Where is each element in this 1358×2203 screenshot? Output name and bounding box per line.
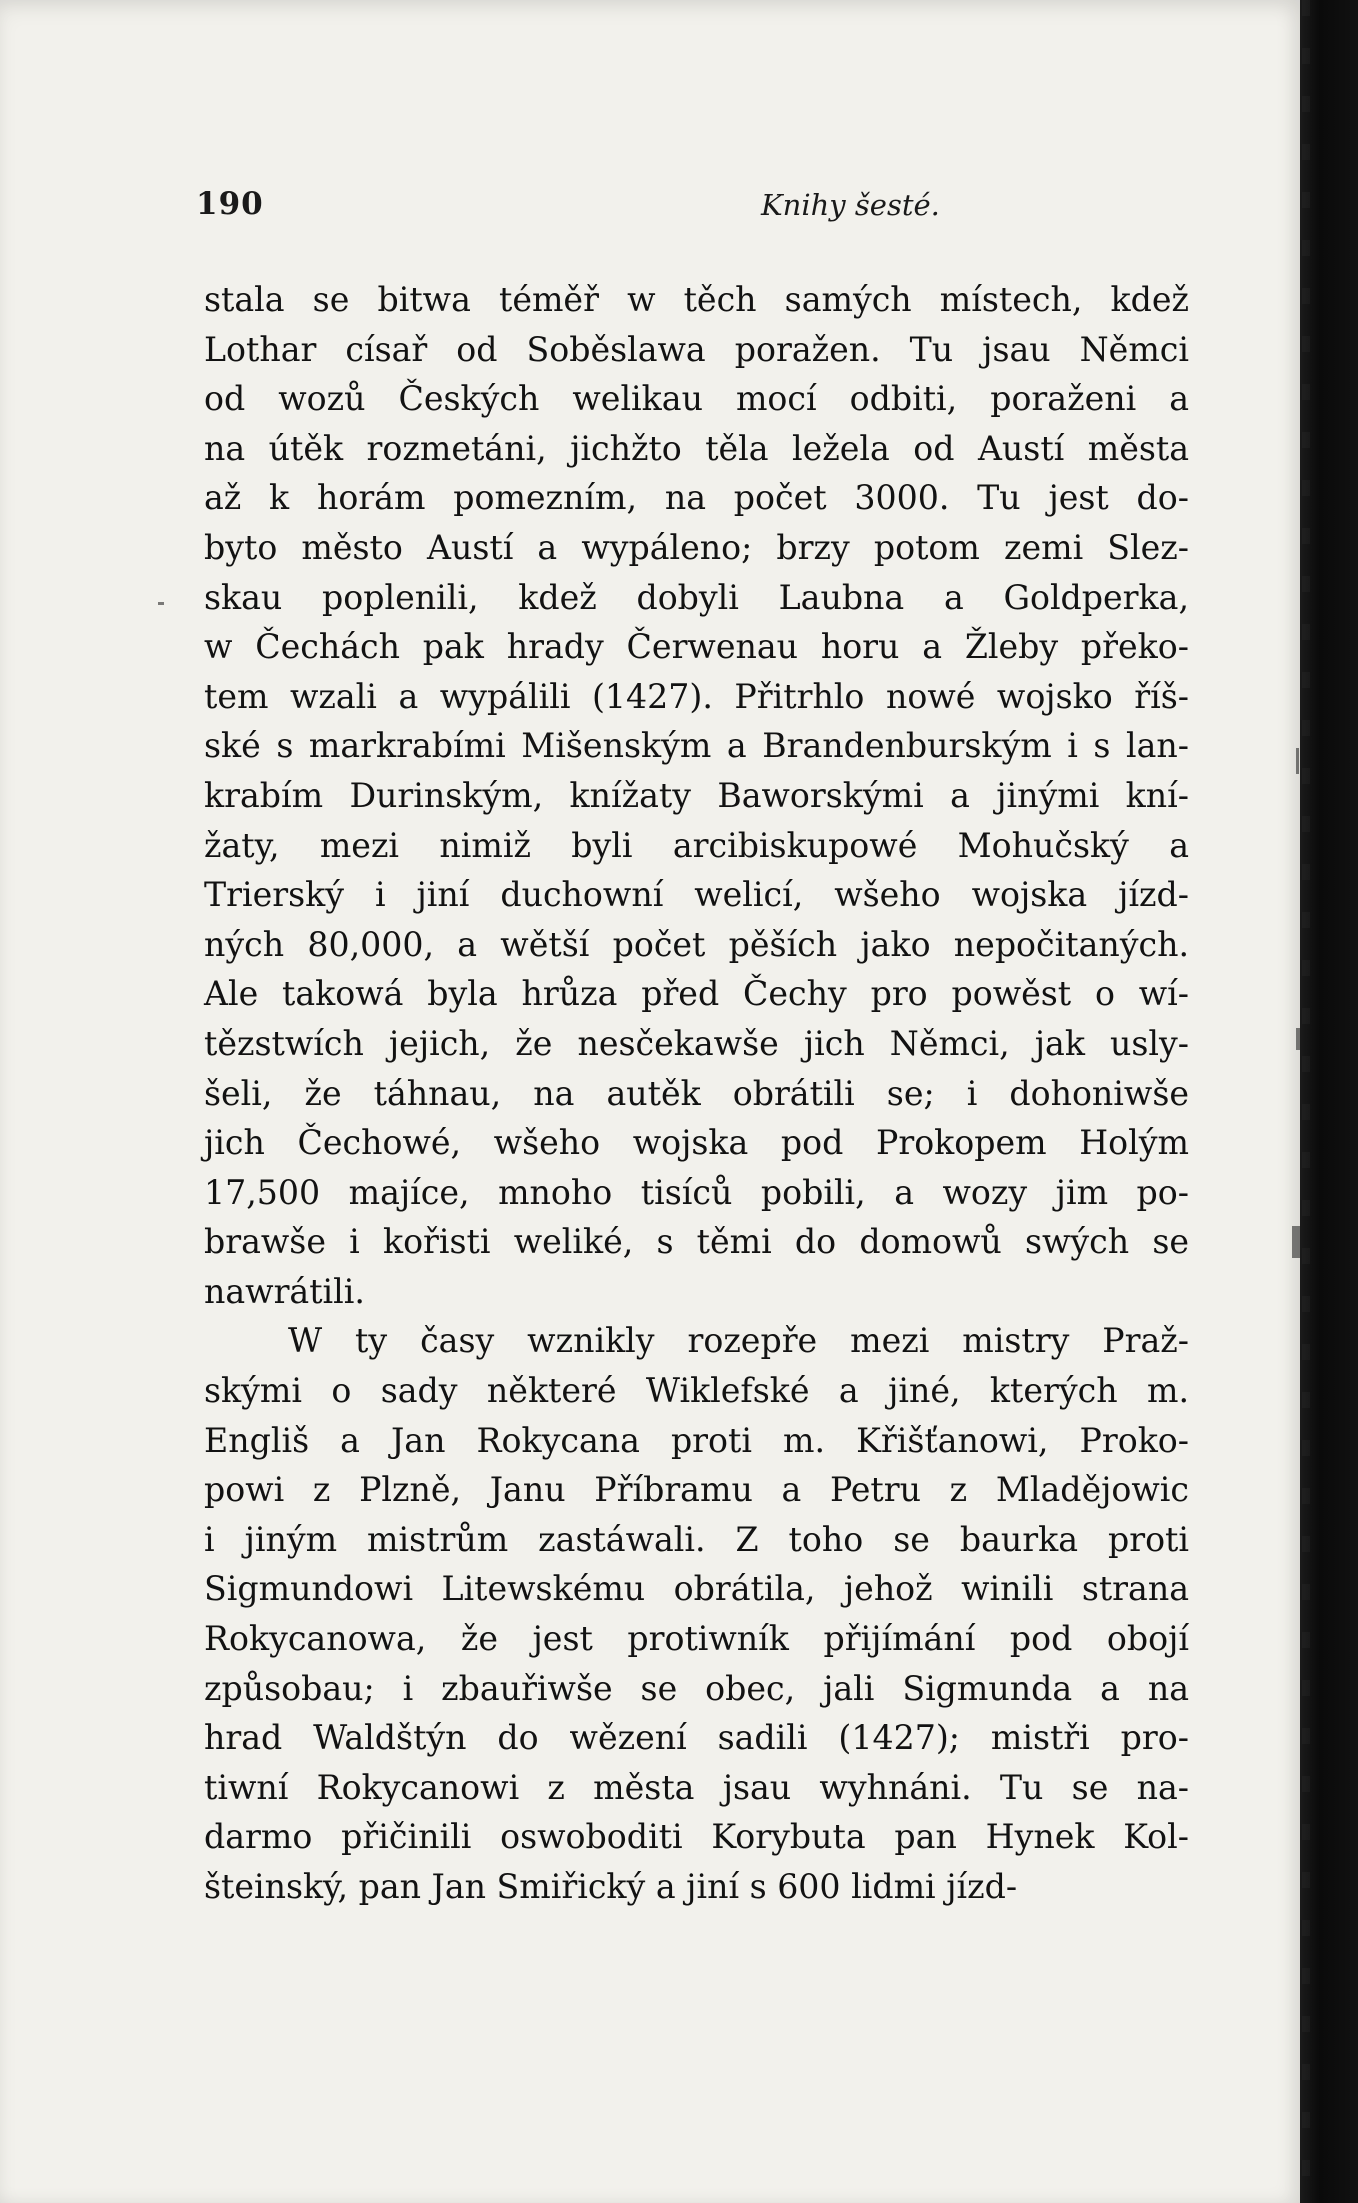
text-line: Trierský i jiní duchowní welicí, wšeho wojska jízd- xyxy=(204,875,1189,915)
text-line: Ale takowá byla hrůza před Čechy pro powěst o wí- xyxy=(204,974,1189,1014)
text-line: tem wzali a wypálili (1427). Přitrhlo nowé wojsko říš- xyxy=(204,676,1189,716)
scan-speck xyxy=(1296,748,1299,774)
text-line: tiwní Rokycanowi z města jsau wyhnáni. Tu se na- xyxy=(204,1767,1189,1807)
text-line: nawrátili. xyxy=(204,1271,365,1311)
text-line: brawše i kořisti weliké, s těmi do domowů swých se xyxy=(204,1222,1189,1262)
page-header xyxy=(196,186,1104,230)
text-line: skými o sady některé Wiklefské a jiné, kterých m. xyxy=(204,1371,1189,1411)
text-line: stala se bitwa téměř w těch samých místech, kdež xyxy=(204,280,1189,319)
text-line: Rokycanowa, že jest protiwník přijímání pod obojí xyxy=(204,1619,1189,1659)
text-line: šeli, že táhnau, na autěk obrátili se; i dohoniwše xyxy=(204,1073,1189,1113)
text-line: od wozů Českých welikau mocí odbiti, poraženi a xyxy=(204,379,1189,419)
text-line: W ty časy wznikly rozepře mezi mistry Praž- xyxy=(288,1321,1189,1361)
text-line: jich Čechowé, wšeho wojska pod Prokopem Holým xyxy=(204,1123,1189,1163)
running-head: Knihy šesté. xyxy=(761,188,940,222)
text-line: šteinský, pan Jan Smiřický a jiní s 600 lidmi jízd- xyxy=(204,1867,1018,1906)
text-line: Sigmundowi Litewskému obrátila, jehož winili strana xyxy=(204,1569,1189,1609)
page-edge-marks xyxy=(1302,0,1310,2203)
scan-speck xyxy=(158,602,164,605)
text-line: skau poplenili, kdež dobyli Laubna a Goldperka, xyxy=(204,577,1189,617)
scan-speck xyxy=(1292,1226,1300,1258)
page-number: 190 xyxy=(196,186,264,222)
text-line: darmo přičinili oswoboditi Korybuta pan Hynek Kol- xyxy=(204,1817,1189,1857)
text-line: i jiným mistrům zastáwali. Z toho se baurka proti xyxy=(204,1519,1189,1559)
text-line: powi z Plzně, Janu Příbramu a Petru z Mladějowic xyxy=(204,1470,1189,1510)
text-line: w Čechách pak hrady Čerwenau horu a Žleby překo- xyxy=(204,627,1189,667)
text-line: žaty, mezi nimiž byli arcibiskupowé Mohučský a xyxy=(204,825,1189,865)
text-line: na útěk rozmetáni, jichžto těla ležela od Austí města xyxy=(204,428,1189,468)
text-line: 17,500 majíce, mnoho tisíců pobili, a wozy jim po- xyxy=(204,1172,1189,1212)
text-line: hrad Waldštýn do wězení sadili (1427); mistři pro- xyxy=(204,1718,1189,1758)
body-text xyxy=(204,275,1189,1912)
text-line: způsobau; i zbauřiwše se obec, jali Sigmunda a na xyxy=(204,1668,1189,1708)
text-line: krabím Durinským, knížaty Baworskými a jinými kní- xyxy=(204,775,1189,815)
text-line: tězstwích jejich, že nesčekawše jich Němci, jak usly- xyxy=(204,1023,1189,1063)
text-line: Lothar císař od Soběslawa poražen. Tu jsau Němci xyxy=(204,329,1189,369)
text-line: Engliš a Jan Rokycana proti m. Křišťanowi, Proko- xyxy=(204,1420,1189,1460)
text-line: ské s markrabími Mišenským a Brandenburským i s lan- xyxy=(204,726,1189,766)
text-line: byto město Austí a wypáleno; brzy potom zemi Slez- xyxy=(204,527,1189,567)
text-line: až k horám pomezním, na počet 3000. Tu jest do- xyxy=(204,478,1189,518)
text-line: ných 80,000, a wětší počet pěších jako nepočitaných. xyxy=(204,924,1189,964)
